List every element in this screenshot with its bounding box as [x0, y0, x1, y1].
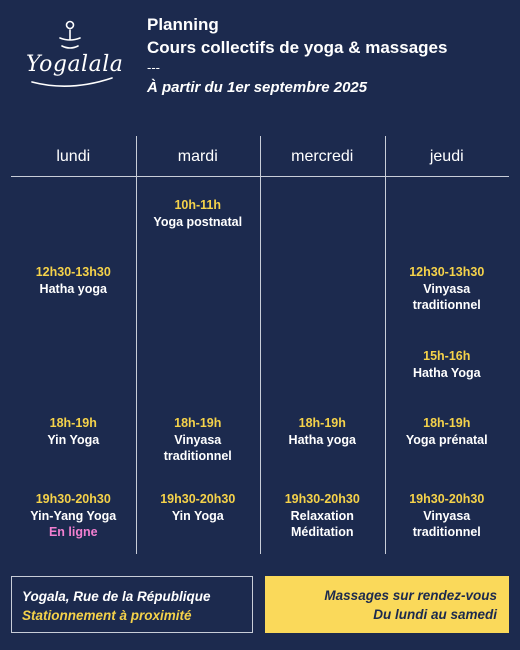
class-slot — [11, 415, 136, 448]
class-time: 19h30-20h30 — [35, 492, 111, 506]
class-slot — [385, 415, 510, 448]
massage-box — [265, 576, 509, 633]
online-badge: En ligne — [48, 525, 98, 539]
address-box — [11, 576, 253, 633]
class-name: Vinyasa traditionnel — [412, 281, 481, 312]
class-time: 19h30-20h30 — [160, 492, 236, 506]
class-name: Yoga postnatal — [153, 214, 243, 229]
yogalala-logo — [20, 18, 124, 90]
class-name: Yin Yoga — [47, 432, 100, 447]
class-time: 12h30-13h30 — [409, 265, 485, 279]
class-slot — [260, 415, 385, 448]
class-slot — [11, 264, 136, 297]
class-time: 18h-19h — [174, 416, 222, 430]
class-slot — [11, 491, 136, 541]
header-separator: --- — [147, 60, 160, 75]
class-time: 19h30-20h30 — [409, 492, 485, 506]
class-slot — [385, 348, 510, 381]
class-name: Relaxation Méditation — [290, 508, 354, 539]
class-time: 10h-11h — [174, 198, 222, 212]
class-slot — [136, 415, 261, 465]
class-name: Yoga prénatal — [405, 432, 488, 447]
class-slot — [136, 491, 261, 524]
class-name: Hatha Yoga — [412, 365, 481, 380]
start-date: À partir du 1er septembre 2025 — [147, 79, 368, 96]
page-subtitle: Cours collectifs de yoga & massages — [147, 38, 448, 57]
schedule-grid — [11, 136, 509, 554]
day-header-jeudi: jeudi — [429, 148, 464, 165]
day-header-mardi: mardi — [177, 148, 218, 165]
day-header-lundi: lundi — [56, 148, 91, 165]
class-name: Vinyasa traditionnel — [412, 508, 481, 539]
class-time: 12h30-13h30 — [35, 265, 111, 279]
class-slot — [260, 491, 385, 541]
class-name: Vinyasa traditionnel — [163, 432, 232, 463]
page-header — [147, 13, 507, 98]
page-title: Planning — [147, 15, 219, 34]
class-name: Hatha yoga — [288, 432, 356, 447]
logo-wordmark: Yogalala — [26, 52, 124, 77]
class-slot — [136, 197, 261, 230]
header-divider — [11, 176, 509, 177]
class-name: Yin-Yang Yoga — [30, 508, 117, 523]
massage-appointment-text: Massages sur rendez-vous — [324, 588, 497, 603]
class-time: 18h-19h — [298, 416, 346, 430]
address-text: Yogala, Rue de la République — [22, 589, 211, 604]
class-name: Yin Yoga — [171, 508, 224, 523]
class-time: 15h-16h — [423, 349, 471, 363]
massage-days-text: Du lundi au samedi — [373, 607, 497, 622]
class-slot — [385, 491, 510, 541]
class-time: 18h-19h — [49, 416, 97, 430]
class-time: 19h30-20h30 — [284, 492, 360, 506]
parking-text: Stationnement à proximité — [22, 608, 192, 623]
class-name: Hatha yoga — [39, 281, 107, 296]
class-slot — [385, 264, 510, 314]
class-time: 18h-19h — [423, 416, 471, 430]
day-header-mercredi: mercredi — [291, 148, 354, 165]
